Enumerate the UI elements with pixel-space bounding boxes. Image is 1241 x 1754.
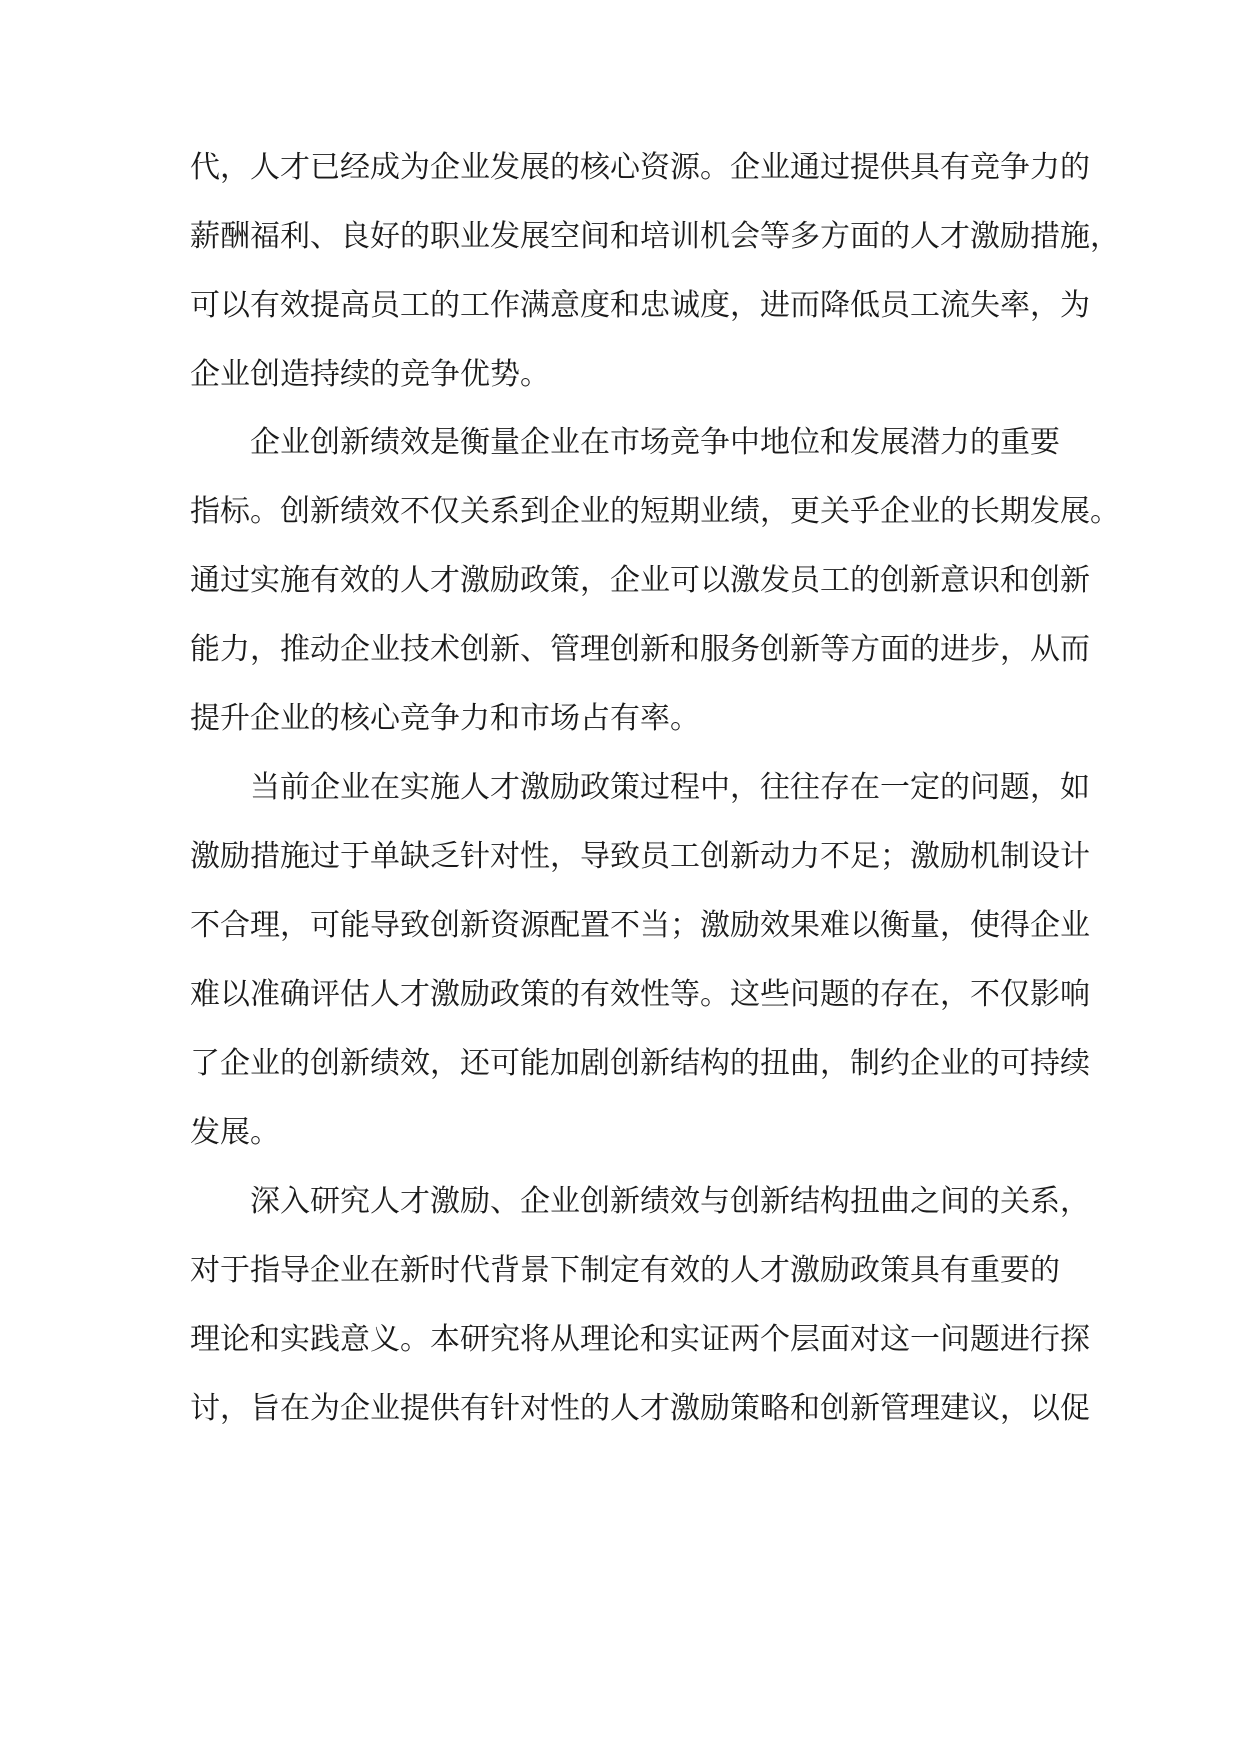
paragraph-1-line-3: 可以有效提高员工的工作满意度和忠诚度，进而降低员工流失率，为 (190, 288, 1090, 323)
paragraph-3-line-3: 不合理，可能导致创新资源配置不当；激励效果难以衡量，使得企业 (190, 908, 1090, 943)
paragraph-2-line-3: 通过实施有效的人才激励政策，企业可以激发员工的创新意识和创新 (190, 563, 1090, 598)
paragraph-1-line-2: 薪酬福利、良好的职业发展空间和培训机会等多方面的人才激励措施， (190, 219, 1120, 254)
paragraph-3-line-2: 激励措施过于单缺乏针对性，导致员工创新动力不足；激励机制设计 (190, 839, 1090, 874)
document-body (190, 143, 1120, 1433)
paragraph-4-line-3: 理论和实践意义。本研究将从理论和实证两个层面对这一问题进行探 (190, 1322, 1090, 1357)
paragraph-3-line-6: 发展。 (190, 1115, 280, 1150)
paragraph-4-line-2: 对于指导企业在新时代背景下制定有效的人才激励政策具有重要的 (190, 1253, 1060, 1288)
paragraph-4-line-4: 讨，旨在为企业提供有针对性的人才激励策略和创新管理建议，以促 (190, 1391, 1090, 1426)
paragraph-1-line-4: 企业创造持续的竞争优势。 (190, 357, 550, 392)
paragraph-2-line-2: 指标。创新绩效不仅关系到企业的短期业绩，更关乎企业的长期发展。 (190, 494, 1120, 529)
paragraph-3-line-1: 当前企业在实施人才激励政策过程中，往往存在一定的问题，如 (250, 770, 1090, 805)
paragraph-2-line-1: 企业创新绩效是衡量企业在市场竞争中地位和发展潜力的重要 (250, 425, 1060, 460)
paragraph-3-line-5: 了企业的创新绩效，还可能加剧创新结构的扭曲，制约企业的可持续 (190, 1046, 1090, 1081)
paragraph-4-line-1: 深入研究人才激励、企业创新绩效与创新结构扭曲之间的关系， (250, 1184, 1090, 1219)
paragraph-2-line-5: 提升企业的核心竞争力和市场占有率。 (190, 701, 700, 736)
paragraph-1-line-1: 代，人才已经成为企业发展的核心资源。企业通过提供具有竞争力的 (190, 150, 1090, 185)
paragraph-3-line-4: 难以准确评估人才激励政策的有效性等。这些问题的存在，不仅影响 (190, 977, 1090, 1012)
paragraph-2-line-4: 能力，推动企业技术创新、管理创新和服务创新等方面的进步，从而 (190, 632, 1090, 667)
